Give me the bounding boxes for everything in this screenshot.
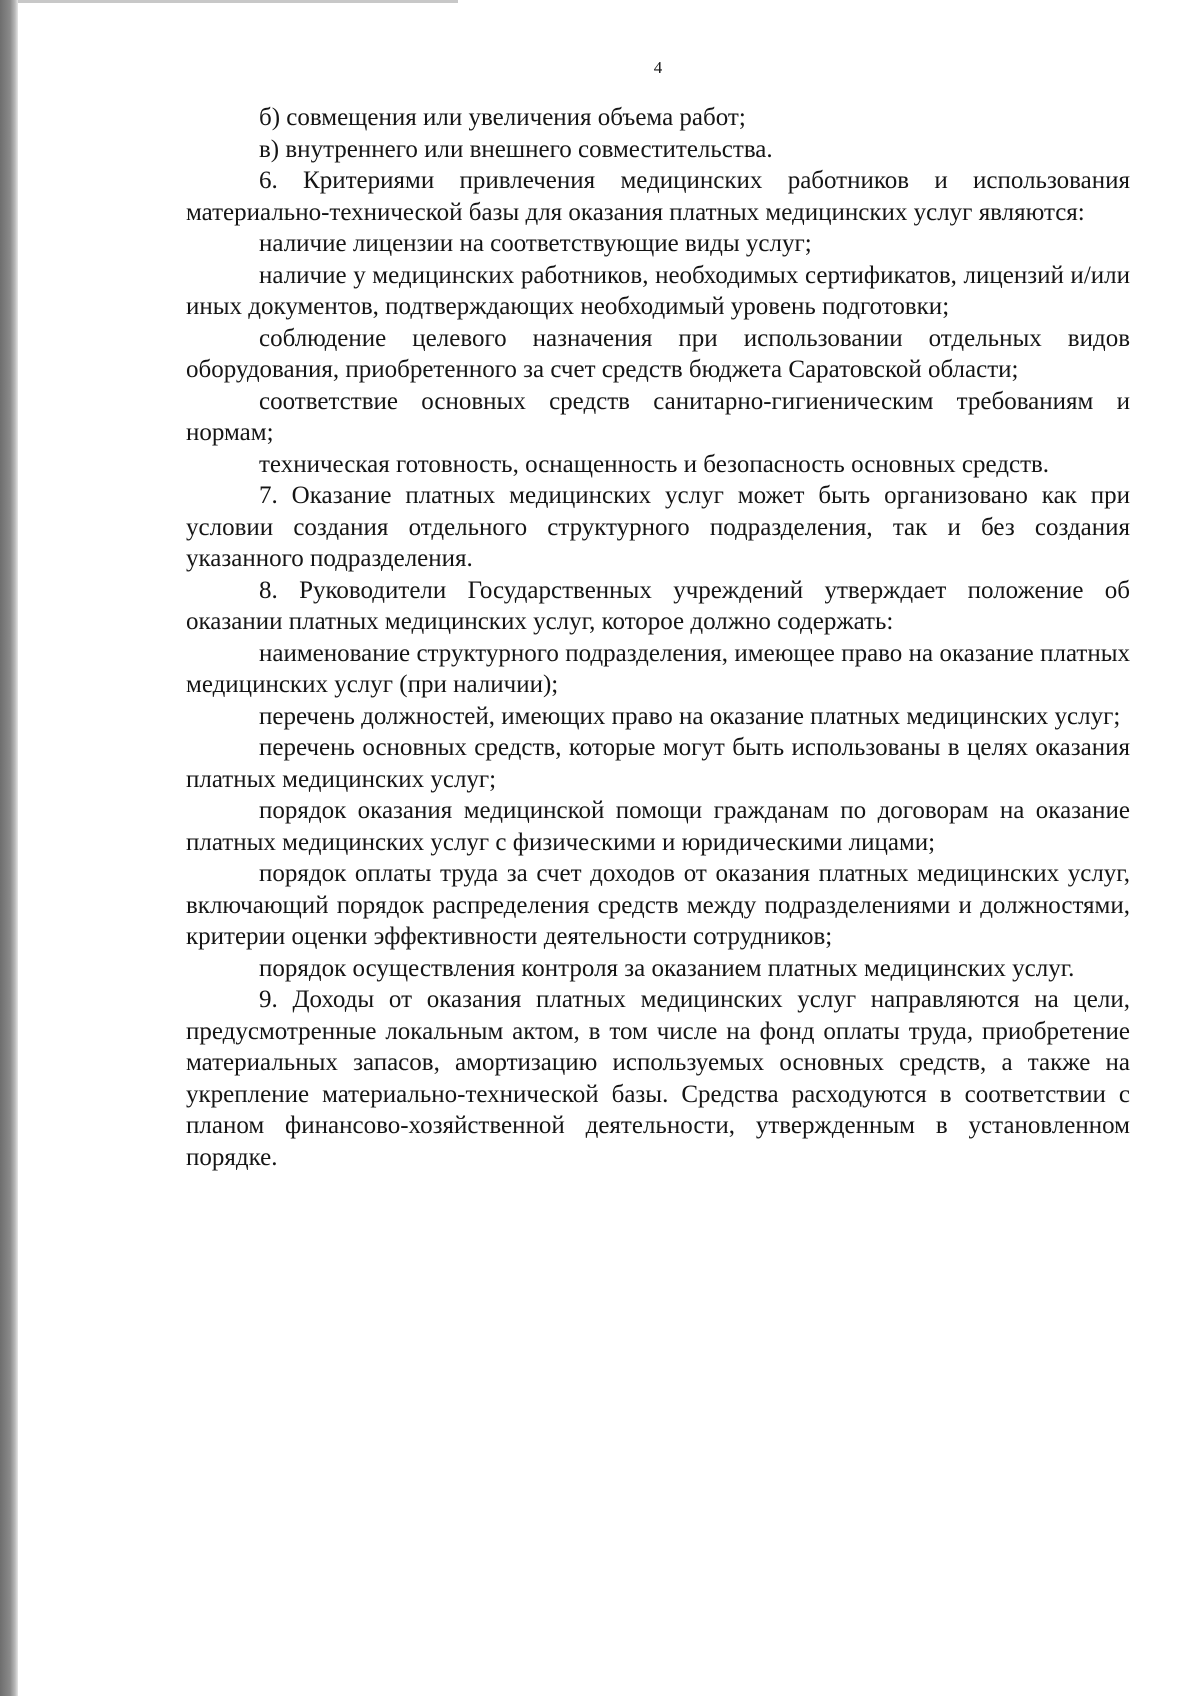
regulation-control: порядок осуществления контроля за оказанием платных медицинских услуг. (259, 954, 1075, 982)
page-number: 4 (653, 58, 663, 77)
regulation-care-procedure: порядок оказания медицинской помощи гражданам по договорам на оказание платных медицинских услуг с физическими и юридическими лицами; (186, 797, 1130, 856)
criteria-sanitary: соответствие основных средств санитарно-гигиеническим требованиям и нормам; (186, 387, 1130, 446)
criteria-technical-readiness: техническая готовность, оснащенность и безопасность основных средств. (259, 450, 1050, 478)
paragraph-6-criteria: 6. Критериями привлечения медицинских работников и использования материально-технической базы для оказания платных медицинских услуг являются: (186, 167, 1130, 226)
paragraph-7-organization: 7. Оказание платных медицинских услуг может быть организовано как при условии создания отдельного структурного подразделения, так и без создания указанного подразделения. (186, 482, 1130, 572)
paragraph-8-regulation: 8. Руководители Государственных учреждений утверждает положение об оказании платных медицинских услуг, которое должно содержать: (186, 576, 1130, 635)
document-page (186, 58, 1130, 1658)
criteria-certificates: наличие у медицинских работников, необходимых сертификатов, лицензий и/или иных документов, подтверждающих необходимый уровень подготовки; (186, 261, 1130, 320)
paragraph-b-combination: б) совмещения или увеличения объема работ; (259, 104, 746, 131)
regulation-payment-procedure: порядок оплаты труда за счет доходов от оказания платных медицинских услуг, включающий порядок распределения средств между подразделениями и должностями, критерии оценки эффективности деятельности сотрудников; (186, 860, 1130, 950)
criteria-license: наличие лицензии на соответствующие виды услуг; (259, 230, 812, 257)
criteria-equipment-purpose: соблюдение целевого назначения при использовании отдельных видов оборудования, приобретенного за счет средств бюджета Саратовской области; (186, 324, 1130, 383)
regulation-unit-name: наименование структурного подразделения, имеющее право на оказание платных медицинских услуг (при наличии); (186, 639, 1130, 698)
scan-top-edge (18, 0, 458, 3)
regulation-assets: перечень основных средств, которые могут быть использованы в целях оказания платных медицинских услуг; (186, 734, 1130, 793)
paragraph-v-part-time: в) внутреннего или внешнего совместительства. (259, 135, 773, 163)
document-body (186, 102, 1130, 1173)
regulation-positions: перечень должностей, имеющих право на оказание платных медицинских услуг; (259, 702, 1121, 730)
scan-edge-shadow (0, 0, 18, 1696)
paragraph-9-income: 9. Доходы от оказания платных медицинских услуг направляются на цели, предусмотренные локальным актом, в том числе на фонд оплаты труда, приобретение материальных запасов, амортизацию используемых основных средств, а также на укрепление материально-технической базы. Средства расходуются в соответствии с планом финансово-хозяйственной деятельности, утвержденным в установленном порядке. (186, 986, 1130, 1171)
